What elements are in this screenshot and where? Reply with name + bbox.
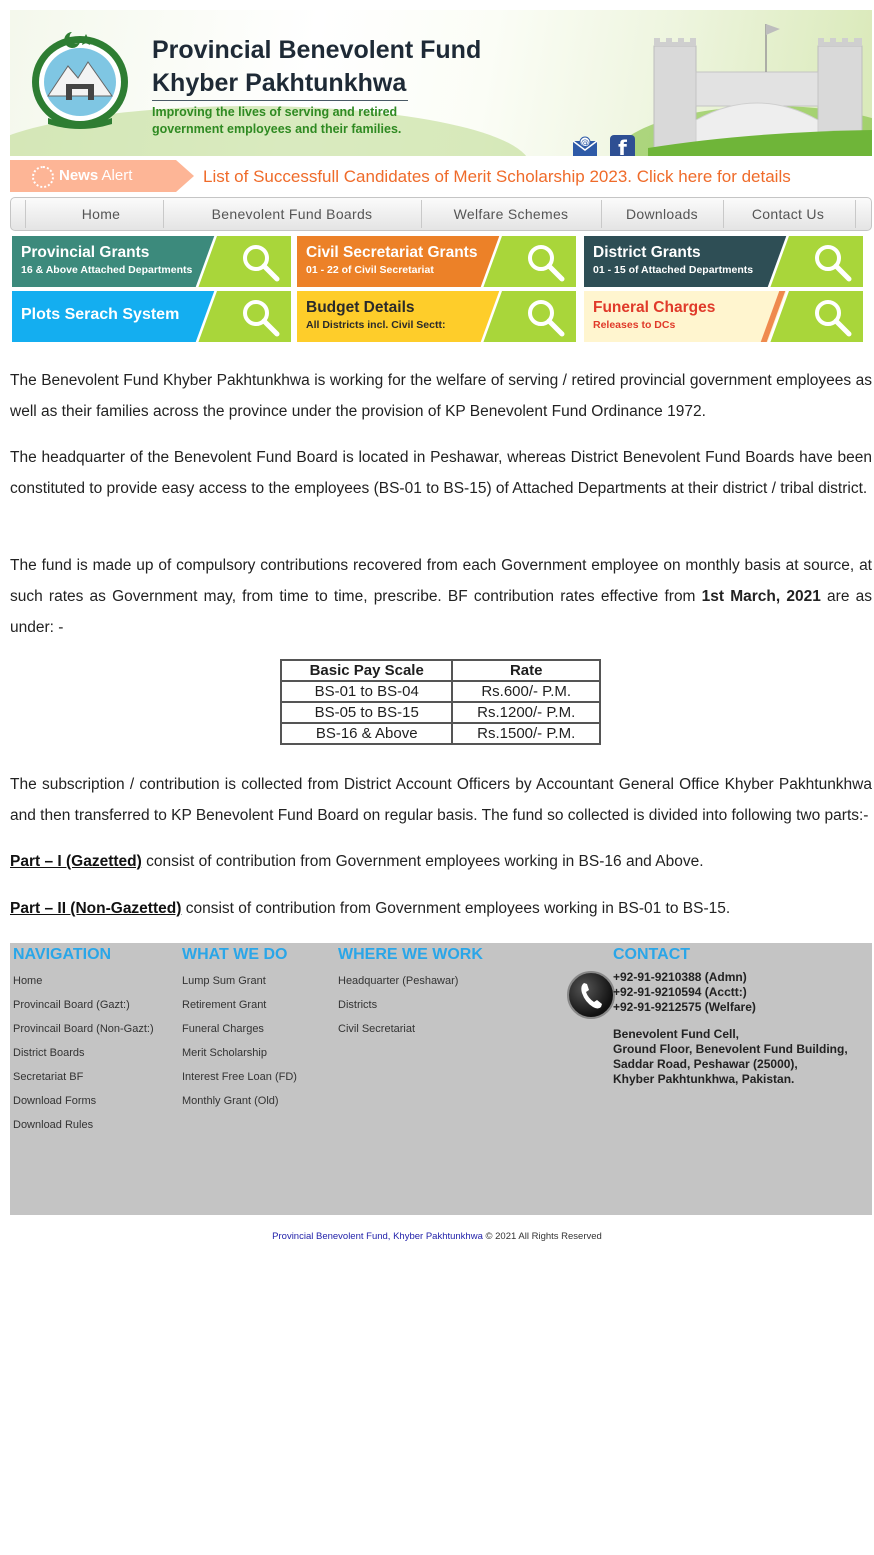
magnifier-icon [812,297,852,337]
site-title-line1: Provincial Benevolent Fund [152,36,482,64]
tile-title: Funeral Charges [593,299,716,316]
contribution-paragraph [10,550,872,643]
nav-welfare-schemes[interactable]: Welfare Schemes [453,206,569,222]
tile-subtitle: 16 & Above Attached Departments [21,264,193,276]
news-alert-icon [32,166,54,188]
contribution-text-end: are as under: - [10,588,872,636]
intro-paragraph: The Benevolent Fund Khyber Pakhtunkhwa is working for the welfare of serving / retired provincial government employees as well as their families across the province under the provision of KP Benevolent Fund Ordinance 1972. [10,372,872,420]
kp-emblem-logo[interactable] [28,22,132,130]
tile-district-grants[interactable] [584,236,863,287]
facebook-icon[interactable]: f [610,135,635,156]
tagline-line1: Improving the lives of serving and retired [152,105,398,119]
part2-non-gazetted-link[interactable]: Part – II (Non-Gazetted) [10,900,182,917]
column-header: Basic Pay Scale [281,660,452,681]
nav-home[interactable]: Home [81,206,121,222]
magnifier-icon [525,242,565,282]
footer-link[interactable]: District Boards [13,1047,85,1059]
address-line: Benevolent Fund Cell, [613,1027,740,1041]
tile-title: Budget Details [306,299,415,316]
gate-illustration [648,20,872,156]
address-line: Ground Floor, Benevolent Fund Building, [613,1042,848,1056]
footer-link[interactable]: Retirement Grant [182,999,267,1011]
footer-what-we-do-list [182,973,297,1117]
phone-number: +92-91-9212575 (Welfare) [613,1000,756,1014]
tile-title: District Grants [593,244,701,261]
footer-link[interactable]: Provincail Board (Gazt:) [13,999,130,1011]
table-cell: BS-16 & Above [281,723,452,744]
contact-address [613,1027,848,1087]
address-line: Saddar Road, Peshawar (25000), [613,1057,798,1071]
tile-title: Plots Serach System [21,306,180,323]
table-cell: BS-01 to BS-04 [281,681,452,702]
footer-link[interactable]: Home [13,975,43,987]
magnifier-icon [240,242,280,282]
footer-where-we-work-heading: WHERE WE WORK [338,946,483,963]
nav-benevolent-fund-boards[interactable]: Benevolent Fund Boards [211,206,373,222]
news-alert-label [59,167,132,184]
contact-phones [613,970,756,1015]
footer-link[interactable]: Monthly Grant (Old) [182,1095,279,1107]
news-label-rest: Alert [101,167,133,184]
part1-gazetted-link[interactable]: Part – I (Gazetted) [10,853,142,870]
title-divider [152,100,408,101]
news-alert-link[interactable]: List of Successfull Candidates of Merit Scholarship 2023. Click here for details [203,167,791,186]
phone-number: +92-91-9210594 (Acctt:) [613,985,747,999]
column-header: Rate [452,660,600,681]
svg-text:@: @ [581,138,589,147]
contribution-rates-table [280,659,601,745]
header-banner [10,10,872,156]
table-cell: Rs.1500/- P.M. [452,723,600,744]
tile-funeral-charges[interactable] [584,291,863,342]
tile-subtitle: 01 - 15 of Attached Departments [593,264,754,276]
copyright-org-link[interactable]: Provincial Benevolent Fund, Khyber Pakhtunkhwa [272,1231,483,1242]
footer-where-we-work-list [338,973,458,1045]
tile-civil-secretariat-grants[interactable] [297,236,576,287]
footer-contact-heading: CONTACT [613,946,691,963]
contribution-text: The fund is made up of compulsory contributions recovered from each Government employee on monthly basis at source, at such rates as Government may, from time to time, prescribe. BF contribution rates effective from [10,557,872,605]
footer-link[interactable]: Secretariat BF [13,1071,84,1083]
address-line: Khyber Pakhtunkhwa, Pakistan. [613,1072,795,1086]
tile-provincial-grants[interactable] [12,236,291,287]
effective-date: 1st March, 2021 [701,588,821,605]
footer-link[interactable]: Merit Scholarship [182,1047,267,1059]
footer-link[interactable]: Funeral Charges [182,1023,264,1035]
tile-title: Provincial Grants [21,244,150,261]
tagline-line2: government employees and their families. [152,122,402,136]
table-cell: Rs.600/- P.M. [452,681,600,702]
footer-link[interactable]: Districts [338,999,378,1011]
tile-title: Civil Secretariat Grants [306,244,478,261]
nav-divider [855,200,856,228]
phone-icon [567,971,615,1019]
nav-contact-us[interactable]: Contact Us [751,206,825,222]
footer-link[interactable]: Download Forms [13,1095,97,1107]
footer-link[interactable]: Headquarter (Peshawar) [338,975,459,987]
tile-subtitle: All Districts incl. Civil Sectt: [306,319,446,331]
tile-subtitle: Releases to DCs [593,319,676,331]
copyright-text: © 2021 All Rights Reserved [482,1231,602,1242]
headquarter-paragraph: The headquarter of the Benevolent Fund Board is located in Peshawar, whereas District Benevolent Fund Boards have been constituted to provide easy access to the employees (BS-01 to BS-15) of Attached Departments at their district / tribal district. [10,449,872,497]
part2-text: consist of contribution from Government employees working in BS-01 to BS-15. [181,900,731,917]
site-title [152,34,481,100]
site-title-line2: Khyber Pakhtunkhwa [152,69,407,97]
news-alert-bar [10,160,872,193]
footer-link[interactable]: Interest Free Loan (FD) [182,1071,297,1083]
copyright-notice [0,1231,874,1242]
subscription-paragraph: The subscription / contribution is collected from District Account Officers by Accountant General Office Khyber Pakhtunkhwa and then transferred to KP Benevolent Fund Board on regular basis. The fund so collected is divided into following two parts:- [10,776,872,824]
part1-text: consist of contribution from Government employees working in BS-16 and Above. [141,853,704,870]
tile-subtitle: 01 - 22 of Civil Secretariat [306,264,434,276]
footer-link[interactable]: Civil Secretariat [338,1023,416,1035]
footer-what-we-do-heading: WHAT WE DO [182,946,288,963]
table-row [281,681,600,702]
magnifier-icon [812,242,852,282]
site-tagline [152,104,422,138]
phone-handset-icon [569,973,613,1017]
table-cell: Rs.1200/- P.M. [452,702,600,723]
tile-plots-search-system[interactable] [12,291,291,342]
table-row [281,702,600,723]
nav-downloads[interactable]: Downloads [626,206,698,222]
phone-number: +92-91-9210388 (Admn) [613,970,747,984]
table-row [281,723,600,744]
footer-link[interactable]: Lump Sum Grant [182,975,266,987]
mail-icon[interactable] [572,135,598,156]
main-navigation [10,197,872,231]
footer-link[interactable]: Download Rules [13,1119,94,1131]
table-header-row [281,660,600,681]
part1-paragraph [10,846,872,877]
footer-link[interactable]: Provincail Board (Non-Gazt:) [13,1023,154,1035]
news-label-bold: News [59,167,99,184]
footer [10,943,872,1215]
tile-budget-details[interactable] [297,291,576,342]
footer-navigation-list [13,973,154,1141]
part2-paragraph [10,893,872,924]
magnifier-icon [525,297,565,337]
magnifier-icon [240,297,280,337]
table-cell: BS-05 to BS-15 [281,702,452,723]
footer-navigation-heading: NAVIGATION [13,946,112,963]
